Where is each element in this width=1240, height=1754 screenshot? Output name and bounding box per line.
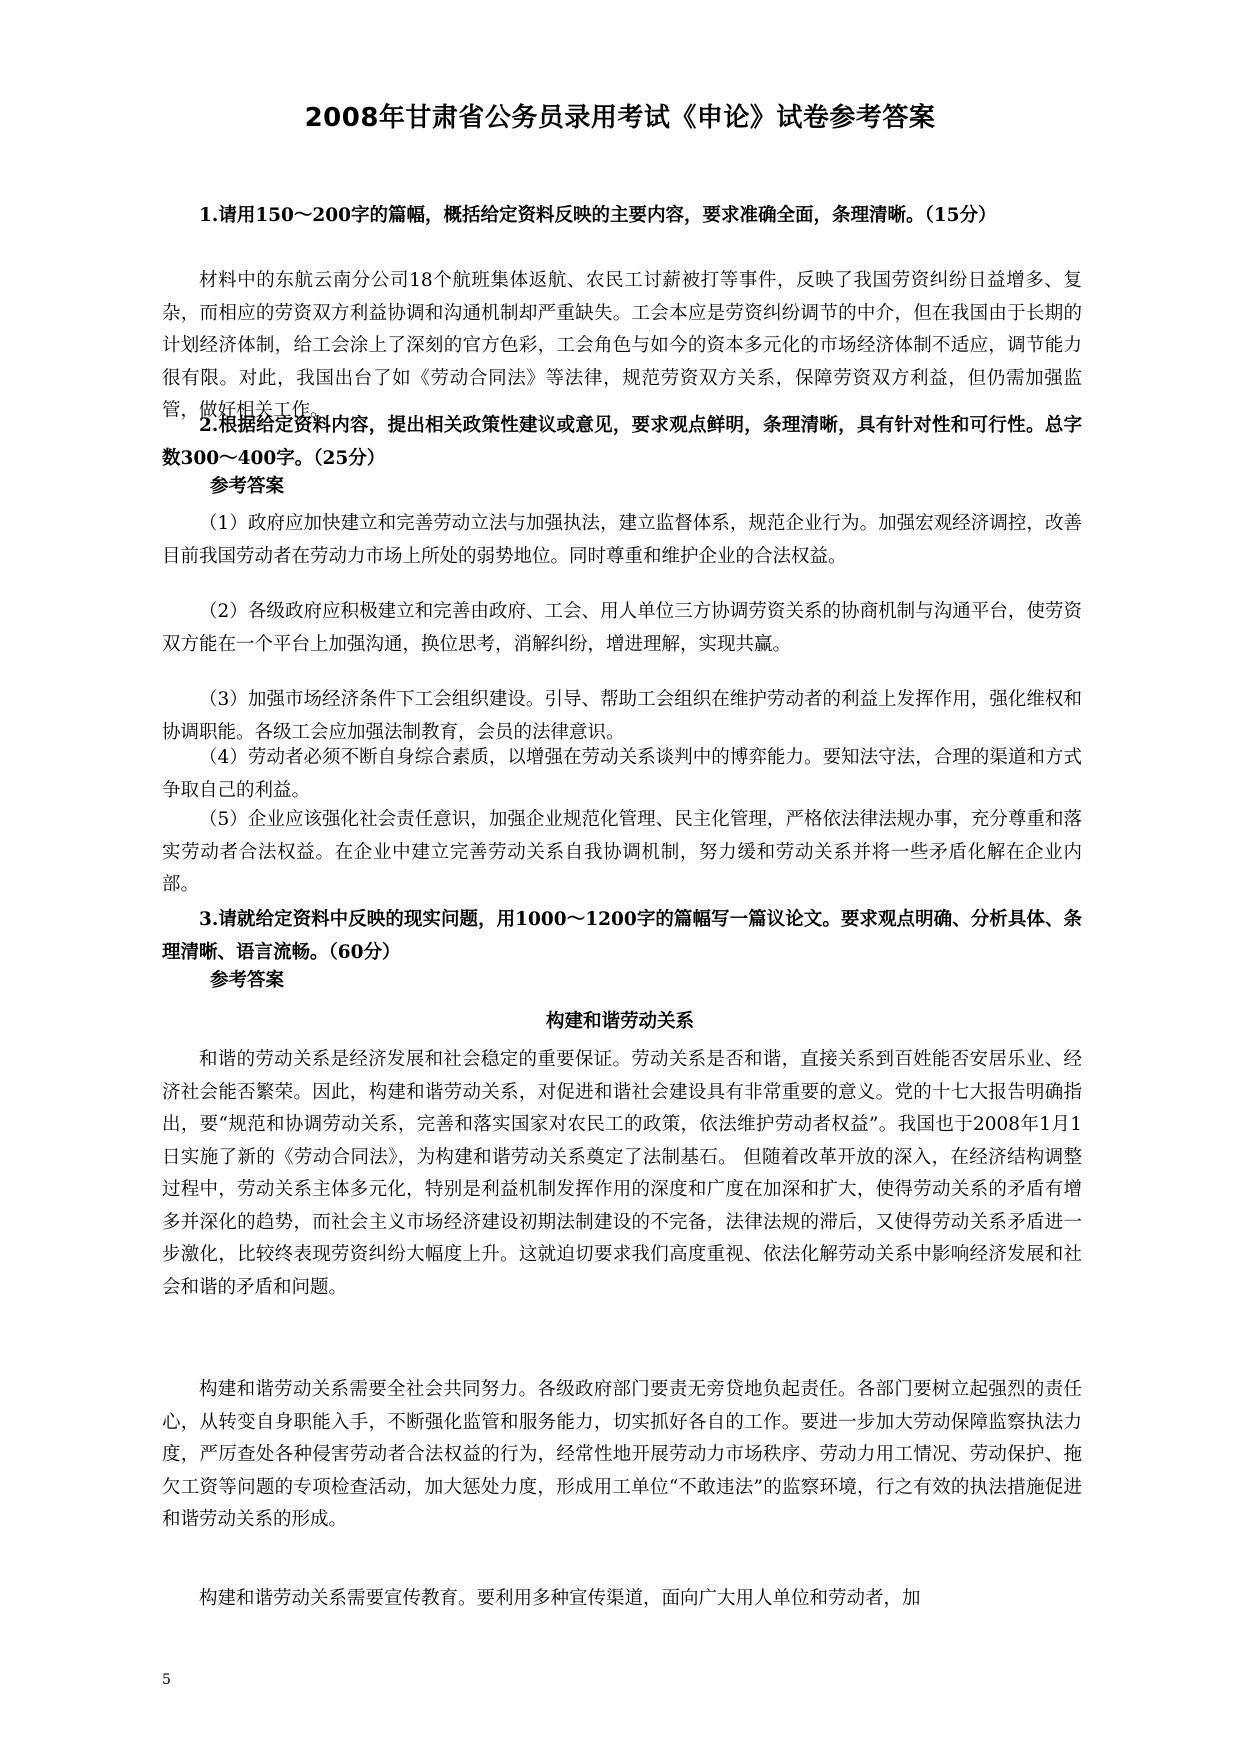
essay-paragraph-1: 和谐的劳动关系是经济发展和社会稳定的重要保证。劳动关系是否和谐，直接关系到百姓能否安居乐业、经济社会能否繁荣。因此，构建和谐劳动关系，对促进和谐社会建设具有非常重要的意义。党的十七大报告明确指出，要“规范和协调劳动关系，完善和落实国家对农民工的政策，依法维护劳动者权益”。我国也于2008年1月1日实施了新的《劳动合同法》，为构建和谐劳动关系奠定了法制基石。 但随着改革开放的深入，在经济结构调整过程中，劳动关系主体多元化，特别是利益机制发挥作用的深度和广度在加深和扩大，使得劳动关系的矛盾有增多并深化的趋势，而社会主义市场经济建设初期法制建设的不完备，法律法规的滞后，又使得劳动关系矛盾进一步激化，比较终表现劳资纠纷大幅度上升。这就迫切要求我们高度重视、依法化解劳动关系中影响经济发展和社会和谐的矛盾和问题。 xyxy=(162,1049,1082,1298)
answer-2-point-5: （5）企业应该强化社会责任意识，加强企业规范化管理、民主化管理，严格依法律法规办事，充分尊重和落实劳动者合法权益。在企业中建立完善劳动关系自我协调机制，努力缓和劳动关系并将一些矛盾化解在企业内部。 xyxy=(162,809,1082,895)
essay-paragraph-2: 构建和谐劳动关系需要全社会共同努力。各级政府部门要责无旁贷地负起责任。各部门要树立起强烈的责任心，从转变自身职能入手，不断强化监管和服务能力，切实抓好各自的工作。要进一步加大劳动保障监察执法力度，严厉查处各种侵害劳动者合法权益的行为，经常性地开展劳动力市场秩序、劳动力用工情况、劳动保护、拖欠工资等问题的专项检查活动，加大惩处力度，形成用工单位“不敢违法”的监察环境，行之有效的执法措施促进和谐劳动关系的形成。 xyxy=(162,1379,1082,1530)
essay-title: 构建和谐劳动关系 xyxy=(545,1011,694,1032)
question-2: 2.根据给定资料内容，提出相关政策性建议或意见，要求观点鲜明，条理清晰，具有针对性和可行性。总字数300～400字。（25分） xyxy=(162,415,1082,469)
essay-paragraph-3: 构建和谐劳动关系需要宣传教育。要利用多种宣传渠道，面向广大用人单位和劳动者，加 xyxy=(199,1588,921,1609)
answer-1: 材料中的东航云南分公司18个航班集体返航、农民工讨薪被打等事件，反映了我国劳资纠纷日益增多、复杂，而相应的劳资双方利益协调和沟通机制却严重缺失。工会本应是劳资纠纷调节的中介，但在我国由于长期的计划经济体制，给工会涂上了深刻的官方色彩，工会角色与如今的资本多元化的市场经济体制不适应，调节能力很有限。对此，我国出台了如《劳动合同法》等法律，规范劳资双方关系，保障劳资双方利益，但仍需加强监管，做好相关工作。 xyxy=(162,270,1082,421)
answer-2-point-1: （1）政府应加快建立和完善劳动立法与加强执法，建立监督体系，规范企业行为。加强宏观经济调控，改善目前我国劳动者在劳动力市场上所处的弱势地位。同时尊重和维护企业的合法权益。 xyxy=(162,513,1082,567)
page-number: 5 xyxy=(162,1672,171,1688)
answer-2-point-2: （2）各级政府应积极建立和完善由政府、工会、用人单位三方协调劳资关系的协商机制与沟通平台，使劳资双方能在一个平台上加强沟通，换位思考，消解纠纷，增进理解，实现共赢。 xyxy=(162,601,1082,655)
reference-answer-label-3: 参考答案 xyxy=(210,970,285,991)
document-title: 2008年甘肃省公务员录用考试《申论》试卷参考答案 xyxy=(304,103,936,133)
reference-answer-label-2: 参考答案 xyxy=(210,476,285,497)
answer-2-point-4: （4）劳动者必须不断自身综合素质，以增强在劳动关系谈判中的博弈能力。要知法守法，合理的渠道和方式争取自己的利益。 xyxy=(162,747,1082,801)
question-3: 3.请就给定资料中反映的现实问题，用1000～1200字的篇幅写一篇议论文。要求观点明确、分析具体、条理清晰、语言流畅。（60分） xyxy=(162,909,1082,963)
question-1: 1.请用150～200字的篇幅，概括给定资料反映的主要内容，要求准确全面，条理清晰。（15分） xyxy=(199,205,997,226)
answer-2-point-3: （3）加强市场经济条件下工会组织建设。引导、帮助工会组织在维护劳动者的利益上发挥作用，强化维权和协调职能。各级工会应加强法制教育，会员的法律意识。 xyxy=(162,689,1082,743)
